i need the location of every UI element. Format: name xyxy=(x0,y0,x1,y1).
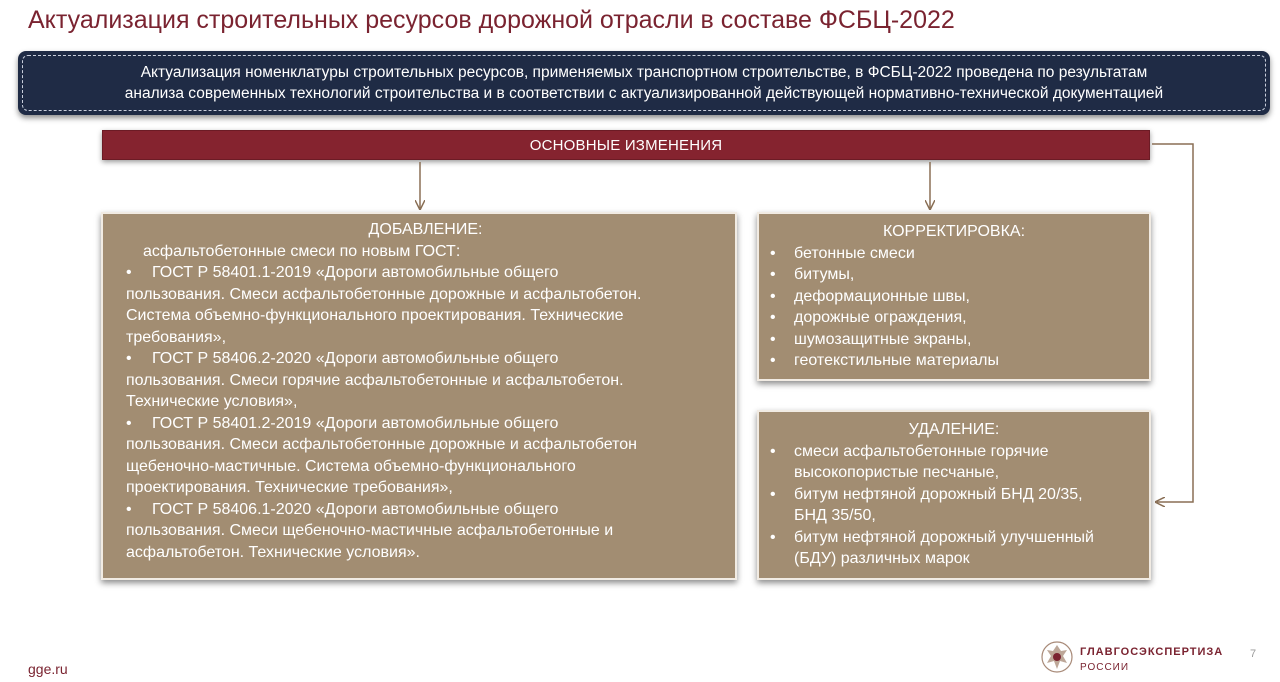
addition-item-line: проектирования. Технические требования», xyxy=(126,479,453,496)
deletion-item-line: (БДУ) различных марок xyxy=(794,550,970,567)
addition-item-line: требования», xyxy=(126,328,227,346)
deletion-item-line: БНД 35/50, xyxy=(794,507,876,524)
deletion-item-line: битум нефтяной дорожный улучшенный xyxy=(794,528,1094,546)
bullet: • xyxy=(770,309,776,326)
summary-banner xyxy=(18,51,1270,115)
correction-panel xyxy=(757,212,1151,381)
bullet: • xyxy=(770,287,776,305)
summary-banner-frame xyxy=(22,55,1266,111)
addition-item xyxy=(126,262,725,348)
addition-item xyxy=(126,413,725,499)
bullet: • xyxy=(770,266,776,283)
page-number: 7 xyxy=(1250,648,1257,660)
bullet: • xyxy=(770,485,776,503)
deletion-item xyxy=(767,484,1141,527)
correction-item-text: геотекстильные материалы xyxy=(794,352,999,369)
summary-line-1: Актуализация номенклатуры строительных ресурсов, применяемых транспортном строительстве, в ФСБЦ-2022 проведена по результатам xyxy=(140,64,1148,81)
bullet: • xyxy=(770,352,776,369)
deletion-list xyxy=(767,441,1141,570)
deletion-item-line: смеси асфальтобетонные горячие xyxy=(794,442,1049,460)
deletion-heading: УДАЛЕНИЕ: xyxy=(908,421,1000,438)
addition-item-title: ГОСТ Р 58401.2-2019 «Дороги автомобильные общего xyxy=(152,414,559,432)
correction-item-text: шумозащитные экраны, xyxy=(794,330,972,348)
addition-heading: ДОБАВЛЕНИЕ: xyxy=(368,221,483,238)
deletion-item xyxy=(767,527,1141,570)
correction-item xyxy=(767,286,1141,308)
correction-item xyxy=(767,329,1141,351)
logo-line-1: ГЛАВГОСЭКСПЕРТИЗА xyxy=(1080,646,1224,658)
addition-item-line: щебеночно-мастичные. Система объемно-функционального xyxy=(126,457,576,475)
bullet: • xyxy=(126,264,132,281)
addition-item-line: пользования. Смеси асфальтобетонные дорожные и асфальтобетон xyxy=(126,436,637,453)
arrow-to-deletion xyxy=(1152,144,1193,502)
logo-line-2: РОССИИ xyxy=(1080,662,1130,673)
addition-item-title: ГОСТ Р 58406.1-2020 «Дороги автомобильные общего xyxy=(152,500,559,518)
addition-item-title: ГОСТ Р 58406.2-2020 «Дороги автомобильные общего xyxy=(152,350,559,367)
addition-item-line: Технические условия», xyxy=(126,393,298,410)
main-changes-bar: ОСНОВНЫЕ ИЗМЕНЕНИЯ xyxy=(102,130,1150,160)
bullet: • xyxy=(770,330,776,348)
correction-item xyxy=(767,350,1141,372)
summary-line-2: анализа современных технологий строительства и в соответствии с актуализированной действующей нормативно-технической документацией xyxy=(124,85,1164,102)
correction-item-text: битумы, xyxy=(794,266,855,283)
addition-panel xyxy=(101,212,737,580)
correction-item xyxy=(767,307,1141,329)
site-url[interactable]: gge.ru xyxy=(28,661,68,677)
addition-item-line: асфальтобетон. Технические условия». xyxy=(126,543,420,561)
emblem-logo xyxy=(1040,640,1074,674)
deletion-item-line: высокопористые песчаные, xyxy=(794,464,1000,481)
slide-title: Актуализация строительных ресурсов дорожной отрасли в составе ФСБЦ-2022 xyxy=(28,6,955,34)
bullet: • xyxy=(126,500,132,518)
bullet: • xyxy=(770,528,776,546)
addition-item-line: пользования. Смеси асфальтобетонные дорожные и асфальтобетон. xyxy=(126,285,642,303)
deletion-item-line: битум нефтяной дорожный БНД 20/35, xyxy=(794,485,1083,503)
summary-text xyxy=(125,62,1163,104)
logo-text xyxy=(1080,645,1223,675)
addition-item-line: пользования. Смеси горячие асфальтобетонные и асфальтобетон. xyxy=(126,371,624,389)
bullet: • xyxy=(770,244,776,262)
bullet: • xyxy=(126,414,132,432)
correction-item-text: деформационные швы, xyxy=(794,287,970,305)
addition-item-title: ГОСТ Р 58401.1-2019 «Дороги автомобильные общего xyxy=(152,264,559,281)
addition-item xyxy=(126,348,725,413)
addition-list xyxy=(126,262,725,563)
deletion-item xyxy=(767,441,1141,484)
correction-item-text: дорожные ограждения, xyxy=(794,309,967,326)
addition-item-line: пользования. Смеси щебеночно-мастичные асфальтобетонные и xyxy=(126,522,614,539)
correction-item-text: бетонные смеси xyxy=(794,244,915,262)
deletion-panel xyxy=(757,410,1151,580)
addition-item xyxy=(126,499,725,564)
correction-item xyxy=(767,243,1141,265)
correction-list xyxy=(767,243,1141,372)
correction-item xyxy=(767,264,1141,286)
bullet: • xyxy=(126,350,132,367)
addition-intro: асфальтобетонные смеси по новым ГОСТ: xyxy=(143,242,461,260)
bullet: • xyxy=(770,442,776,460)
correction-heading: КОРРЕКТИРОВКА: xyxy=(882,223,1026,240)
addition-item-line: Система объемно-функционального проектирования. Технические xyxy=(126,307,624,324)
